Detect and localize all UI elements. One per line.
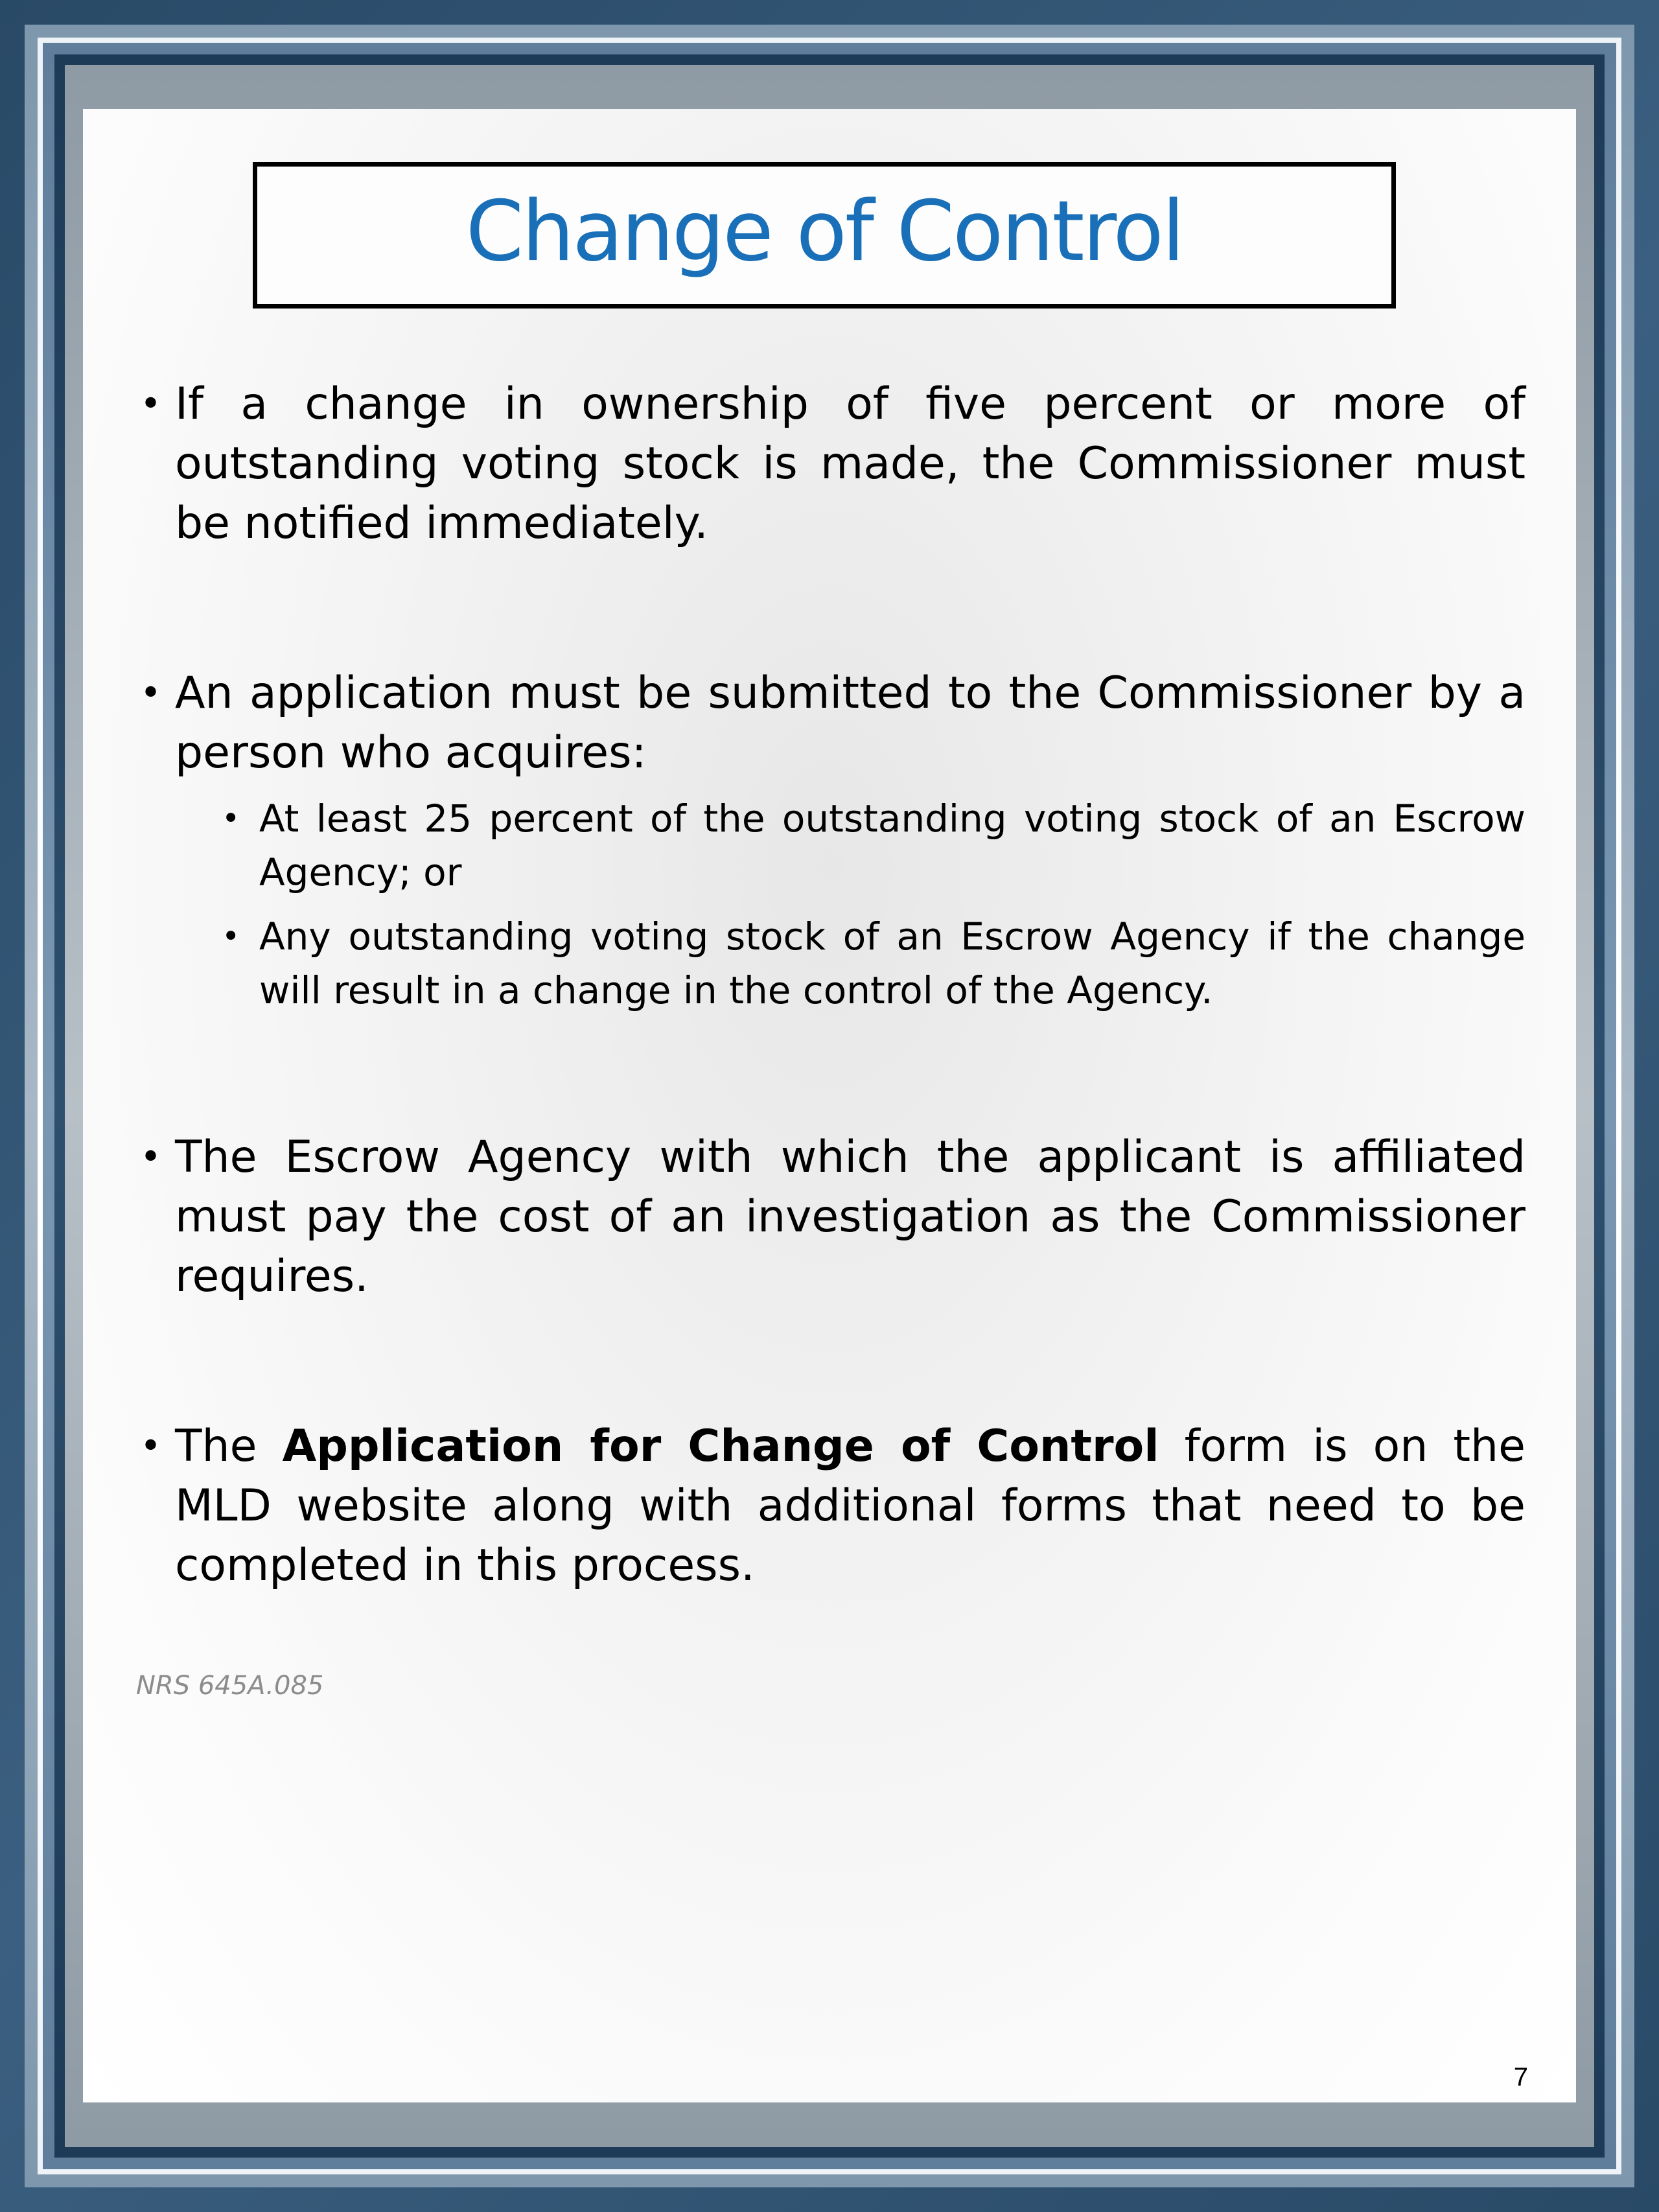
sub-bullet-item bbox=[132, 792, 1526, 900]
slide-page bbox=[83, 109, 1576, 2102]
bullet-item bbox=[132, 664, 1526, 783]
form-name: Application for Change of Control bbox=[282, 1421, 1159, 1472]
bullet-icon: • bbox=[140, 1425, 162, 1467]
bullet-icon: • bbox=[140, 1136, 162, 1178]
bullet-item bbox=[132, 1417, 1526, 1596]
sub-bullet-text: Any outstanding voting stock of an Escrow Agency if the change will result in a change in the control of the Agency. bbox=[259, 914, 1526, 1012]
bullet-icon: • bbox=[140, 383, 162, 425]
bullet-text-prefix: The bbox=[175, 1421, 283, 1472]
bullet-text: An application must be submitted to the Commissioner by a person who acquires: bbox=[175, 668, 1526, 778]
bullet-icon: • bbox=[222, 800, 240, 837]
bullet-text: The Escrow Agency with which the applicant is affiliated must pay the cost of an investigation as the Commissioner requires. bbox=[175, 1132, 1526, 1302]
bullet-list bbox=[132, 375, 1526, 1596]
bullet-icon: • bbox=[140, 672, 162, 714]
bullet-text-suffix: form is on the MLD website along with additional forms that need to be completed in this process. bbox=[175, 1421, 1526, 1591]
sub-bullet-item bbox=[132, 910, 1526, 1018]
sub-bullet-text: At least 25 percent of the outstanding voting stock of an Escrow Agency; or bbox=[259, 797, 1526, 894]
slide-title: Change of Control bbox=[465, 183, 1183, 280]
bullet-icon: • bbox=[222, 918, 240, 955]
statute-reference: NRS 645A.085 bbox=[136, 1671, 324, 1701]
bullet-item bbox=[132, 375, 1526, 553]
title-box bbox=[253, 162, 1396, 309]
page-number: 7 bbox=[1513, 2063, 1528, 2091]
bullet-item bbox=[132, 1128, 1526, 1307]
bullet-text: If a change in ownership of five percent or more of outstanding voting stock is made, the Commissioner must be notified immediately. bbox=[175, 378, 1526, 549]
